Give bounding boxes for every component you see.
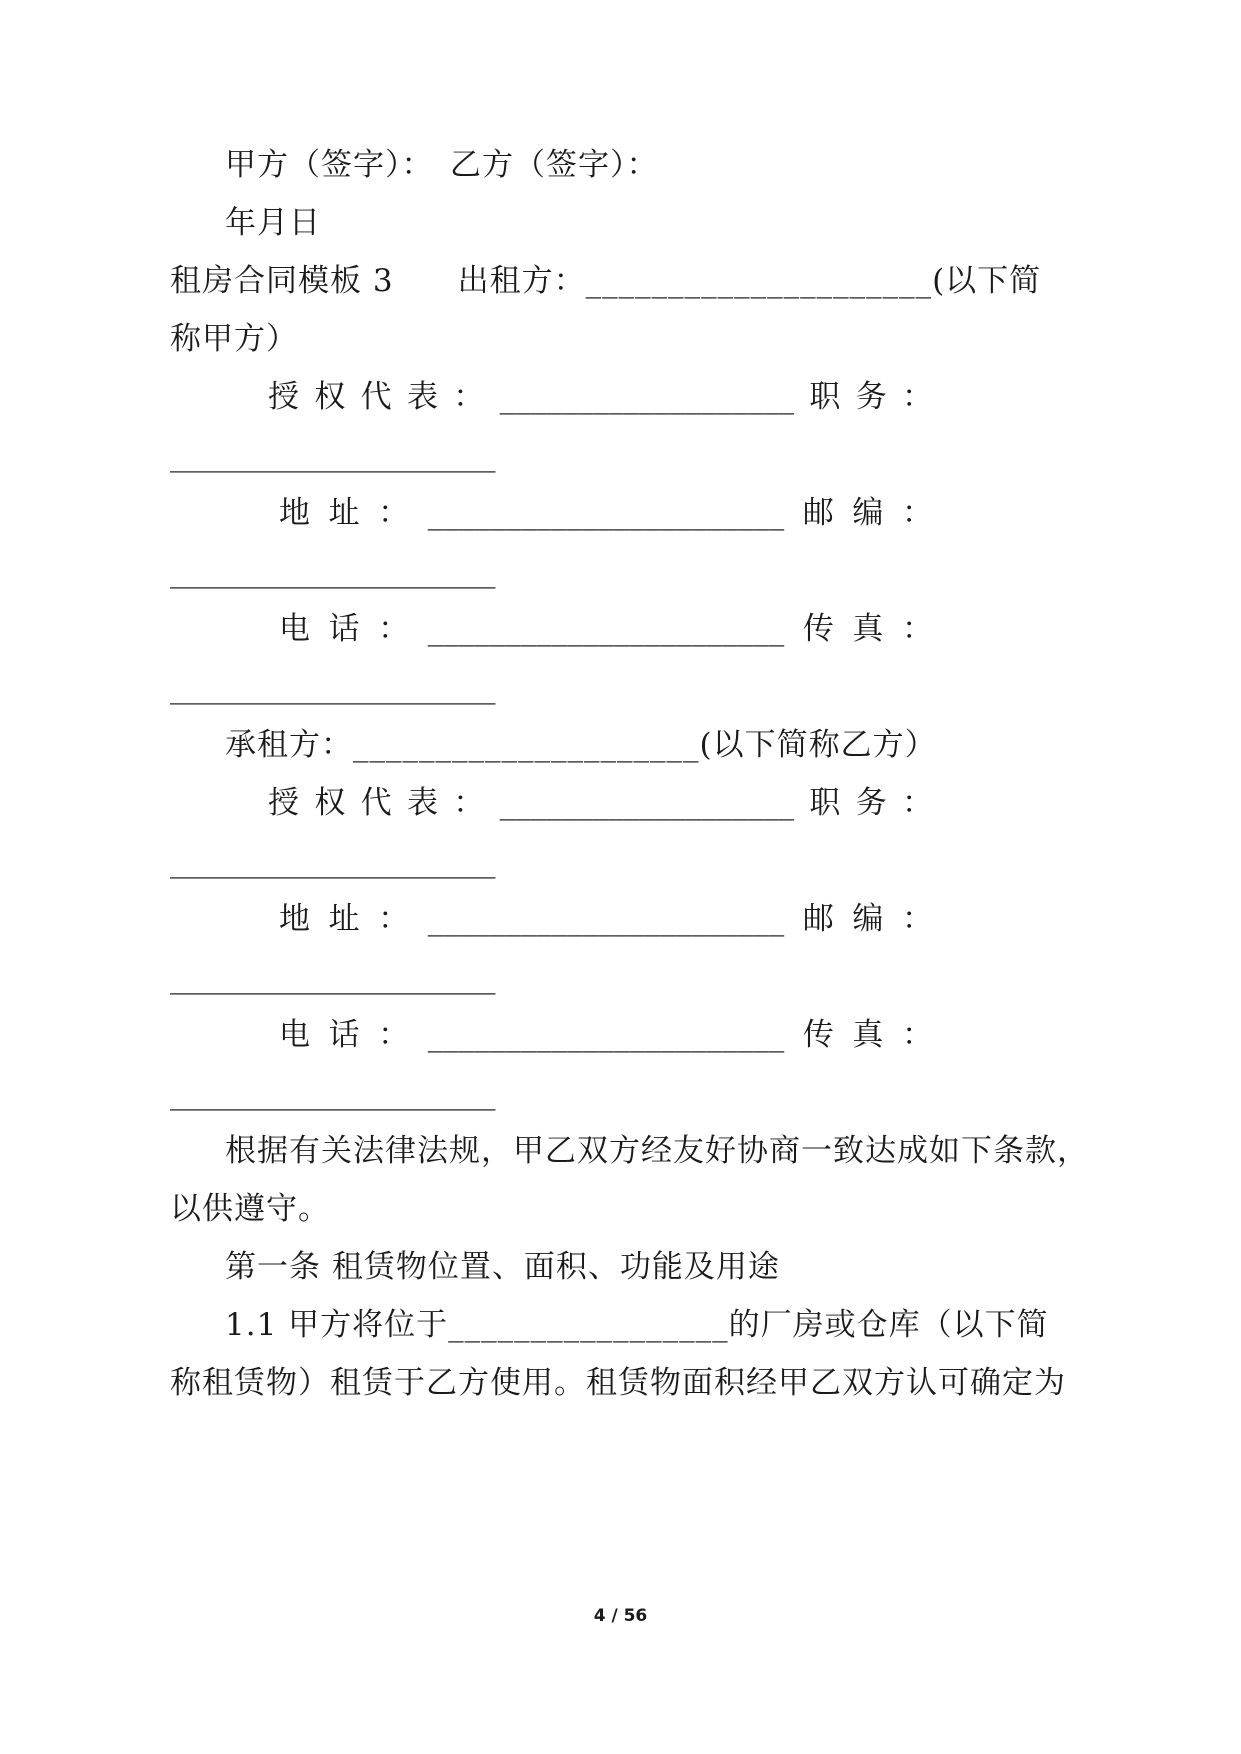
rep-label-colon: ： (453, 379, 485, 415)
agreement-paragraph-line-1: 根据有关法律法规，甲乙双方经友好协商一致达成如下条款， (225, 1133, 1089, 1169)
rep-label-char: 代 (360, 785, 392, 821)
lessor-line-continued: 称甲方） (170, 321, 298, 357)
title-label-char: 务 (855, 785, 887, 821)
rep-label-char: 权 (314, 785, 346, 821)
fax-blank-line: _____________________ (170, 1075, 496, 1111)
lessee-representative-row (268, 783, 933, 823)
clause-1-1-line-2: 称租赁物）租赁于乙方使用。租赁物面积经甲乙双方认可确定为 (170, 1365, 1066, 1401)
fax-label-char: 真 (852, 611, 884, 647)
fax-label-char: 传 (802, 1017, 834, 1053)
tel-label-colon: ： (378, 1017, 410, 1053)
representative-blank: ___________________ (499, 785, 795, 821)
phone-blank: _______________________ (427, 611, 785, 647)
date-line: 年月日 (225, 205, 321, 241)
address-blank: _______________________ (427, 901, 785, 937)
tel-label-char: 电 (279, 611, 310, 647)
lessee-address-row (279, 899, 933, 939)
title-label-char: 职 (809, 379, 841, 415)
phone-blank: _______________________ (427, 1017, 785, 1053)
tel-label-char: 电 (279, 1017, 310, 1053)
addr-label-colon: ： (378, 495, 410, 531)
signature-line: 甲方（签字）： 乙方（签字）： (225, 147, 659, 183)
rep-label-char: 代 (360, 379, 392, 415)
representative-blank: ___________________ (499, 379, 795, 415)
title-label-char: 职 (809, 785, 841, 821)
zip-blank-line: _____________________ (170, 959, 496, 995)
article-1-heading: 第一条 租赁物位置、面积、功能及用途 (225, 1249, 780, 1285)
lessee-phone-row (279, 1015, 933, 1055)
zip-blank-line: _____________________ (170, 553, 496, 589)
title-label-char: 务 (855, 379, 887, 415)
title-label-colon: ： (902, 785, 933, 821)
tel-label-char: 话 (328, 1017, 360, 1053)
rep-label-colon: ： (453, 785, 485, 821)
agreement-paragraph-line-2: 以供遵守。 (170, 1191, 330, 1227)
rep-label-char: 授 (268, 785, 299, 821)
fax-label-char: 传 (802, 611, 834, 647)
rep-label-char: 授 (268, 379, 299, 415)
template-title-lessor-line: 租房合同模板 3 出租方：_____________________(以下简 (170, 263, 1042, 299)
lessee-line: 承租方：_____________________(以下简称乙方） (225, 727, 937, 763)
fax-label-colon: ： (901, 1017, 933, 1053)
zip-label-char: 邮 (802, 901, 834, 937)
clause-1-1-line-1: 1.1 甲方将位于_________________的厂房或仓库（以下简 (225, 1307, 1049, 1343)
address-blank: _______________________ (427, 495, 785, 531)
zip-label-char: 编 (852, 901, 884, 937)
fax-blank-line: _____________________ (170, 669, 496, 705)
tel-label-colon: ： (378, 611, 410, 647)
fax-label-char: 真 (852, 1017, 884, 1053)
page-indicator: 4 / 56 (593, 1606, 648, 1626)
zip-label-colon: ： (901, 901, 933, 937)
addr-label-char: 地 (279, 901, 310, 937)
addr-label-char: 址 (328, 495, 360, 531)
title-label-colon: ： (902, 379, 933, 415)
tel-label-char: 话 (328, 611, 360, 647)
rep-label-char: 表 (406, 785, 438, 821)
addr-label-char: 址 (328, 901, 360, 937)
rep-label-char: 权 (314, 379, 346, 415)
rep-label-char: 表 (406, 379, 438, 415)
zip-label-char: 编 (852, 495, 884, 531)
zip-label-colon: ： (901, 495, 933, 531)
addr-label-char: 地 (279, 495, 310, 531)
lessor-phone-row (279, 609, 933, 649)
fax-label-colon: ： (901, 611, 933, 647)
title-blank-line: _____________________ (170, 437, 496, 473)
lessor-representative-row (268, 377, 933, 417)
zip-label-char: 邮 (802, 495, 834, 531)
addr-label-colon: ： (378, 901, 410, 937)
lessor-address-row (279, 493, 933, 533)
title-blank-line: _____________________ (170, 843, 496, 879)
